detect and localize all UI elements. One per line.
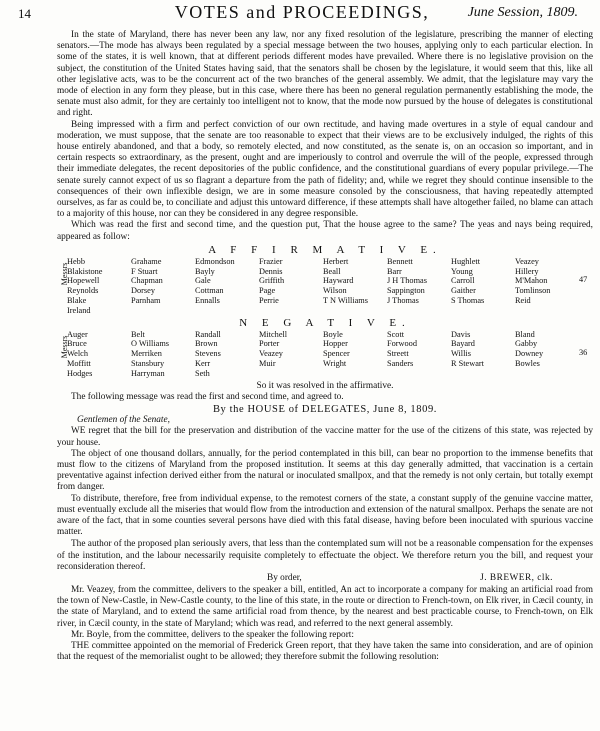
affirmative-column <box>67 257 131 316</box>
member-name: Tomlinson <box>515 286 551 296</box>
negative-column <box>323 330 387 379</box>
paragraph-committee-green: THE committee appointed on the memorial of Frederick Green report, that they have taken the same into consideration, and are of opinion that the request of the memorialist ought to be allowed; they therefore submit the following resolution: <box>57 641 593 663</box>
member-name: Perrie <box>259 296 279 306</box>
member-name: T N Williams <box>323 296 368 306</box>
member-name: Hayward <box>323 276 354 286</box>
member-name: Edmondson <box>195 256 235 266</box>
affirmative-column <box>259 257 323 316</box>
member-name: J Thomas <box>387 296 419 306</box>
member-name: Barr <box>387 266 402 276</box>
member-name: M'Mahon <box>515 276 548 286</box>
member-name: Hopewell <box>67 276 100 286</box>
member-name: Griffith <box>259 276 285 286</box>
affirmative-messrs-label: Messrs <box>60 262 70 286</box>
member-name: Bland <box>515 329 535 339</box>
member-name: Chapman <box>131 276 163 286</box>
by-house-heading: By the HOUSE of DELEGATES, June 8, 1809. <box>212 404 438 416</box>
member-name: Bruce <box>67 339 87 349</box>
member-name: Wilson <box>323 286 347 296</box>
member-name: Welch <box>67 349 88 359</box>
running-title: VOTES and PROCEEDINGS, <box>174 2 430 22</box>
member-name: Herbert <box>323 256 349 266</box>
session-label: June Session, 1809. <box>467 5 578 20</box>
negative-column <box>515 330 579 379</box>
message-line: The following message was read the first and second time, and agreed to. <box>71 391 344 402</box>
paragraph-rectitude: Being impressed with a firm and perfect conviction of our own rectitude, and having made overtures in a style of equal candour and moderation, we must suppose, that the senate are too reasonable to expect that their views are to be exclusively indulged, the rights of this house entirely abandoned, and that a body, so remotely elected, and now constituted, as the senate is, on an occasion so important, and in certain respects so extraordinary, as the present, ought and are imperiously to control and overrule the will of the people, expressed through their immediate delegates, the recent depositories of the public confidence, and the constitutional guardians of every popular privilege.—The senate surely cannot expect of us so flagrant a departure from the path of fidelity; and, while we regret they should continue insensible to the consequences of their own inflexible design, we are in some measure consoled by the consciousness, that having repeatedly attempted ourselves, as far as could be, to conciliate and adjust this untoward difference, if these attempts shall have altogether failed, no blame can attach to a majority of this house, nor can they be considered in any degree responsible. <box>57 119 593 220</box>
affirmative-heading: A F F I R M A T I V E. <box>208 243 442 256</box>
member-name: Veazey <box>259 349 283 359</box>
affirmative-tally: 47 <box>579 274 588 284</box>
negative-column <box>259 330 323 379</box>
affirmative-column <box>515 257 579 316</box>
paragraph-vaccine-author: The author of the proposed plan seriously avers, that less than the contemplated sum will not be a reasonable compensation for the expenses of the institution, and the labour necessarily requisite completely to effectuate the object. We therefore return you the bill, and request your reconsideration thereof. <box>57 539 593 572</box>
member-name: Brown <box>195 339 218 349</box>
negative-list <box>60 329 593 379</box>
paragraph-veazey-bill: Mr. Veazey, from the committee, delivers to the speaker a bill, entitled, An act to incorporate a company for making an artificial road from the town of New-Castle, in New-Castle county, to the line of this state, in the route or direction to French-town, on Elk river, in Cæcil county, in the state of Maryland, and to extend the same artificial road from thence, by the nearest and best practicable course, to French-town, on Elk river, in Cæcil county, in the state of Maryland; which was read, and referred to the next general assembly. <box>57 585 593 629</box>
negative-heading: N E G A T I V E. <box>239 316 411 329</box>
member-name: Gale <box>195 276 211 286</box>
member-name: Willis <box>451 349 471 359</box>
member-name: Page <box>259 286 276 296</box>
member-name: Wright <box>323 359 347 369</box>
member-name: Bennett <box>387 256 413 266</box>
member-name: Gabby <box>515 339 538 349</box>
member-name: Mitchell <box>259 329 288 339</box>
member-name: Harryman <box>131 368 165 378</box>
negative-column <box>451 330 515 379</box>
salutation: Gentlemen of the Senate, <box>77 415 170 426</box>
member-name: Merriken <box>131 349 162 359</box>
page-body <box>57 30 593 664</box>
member-name: S Thomas <box>451 296 485 306</box>
member-name: Hodges <box>67 368 93 378</box>
negative-messrs-label: Messrs <box>60 335 70 358</box>
negative-column <box>131 330 195 379</box>
member-name: Sappington <box>387 286 425 296</box>
member-name: Grahame <box>131 256 162 266</box>
member-name: Bowles <box>515 359 540 369</box>
member-name: Randall <box>195 329 221 339</box>
member-name: Spencer <box>323 349 350 359</box>
member-name: O Williams <box>131 339 170 349</box>
running-header <box>14 2 590 22</box>
member-name: Kerr <box>195 359 211 369</box>
member-name: Boyle <box>323 329 343 339</box>
member-name: Parnham <box>131 296 161 306</box>
paragraph-boyle-report: Mr. Boyle, from the committee, delivers to the speaker the following report: <box>71 629 354 640</box>
affirmative-column <box>451 257 515 316</box>
affirmative-column <box>323 257 387 316</box>
member-name: Seth <box>195 368 210 378</box>
member-name: Carroll <box>451 276 475 286</box>
member-name: Scott <box>387 329 405 339</box>
paragraph-question-put: Which was read the first and second time, and the question put, That the house agree to the same? The yeas and nays being required, appeared as follow: <box>57 220 593 242</box>
member-name: Streett <box>387 349 409 359</box>
member-name: Moffitt <box>67 359 91 369</box>
paragraph-vaccine-object: The object of one thousand dollars, annually, for the period contemplated in this bill, can bear no proportion to the immense benefits that must flow to the citizens of Maryland from the proposed institution. It seems at this day generally admitted, that vaccination is a certain preventative against infection derived either from the natural or inoculated smallpox, and that the remedy is not only certain, but totally exempt from danger. <box>57 448 593 493</box>
page-number: 14 <box>18 6 31 21</box>
member-name: Bayly <box>195 266 215 276</box>
member-name: Veazey <box>515 256 539 266</box>
member-name: J H Thomas <box>387 276 427 286</box>
member-name: Ennalls <box>195 296 220 306</box>
member-name: Dorsey <box>131 286 155 296</box>
member-name: Hughlett <box>451 256 481 266</box>
member-name: Auger <box>67 329 88 339</box>
member-name: Downey <box>515 349 544 359</box>
member-name: Frazier <box>259 256 283 266</box>
affirmative-list <box>60 256 593 316</box>
member-name: Reynolds <box>67 286 99 296</box>
negative-column <box>387 330 451 379</box>
member-name: Hillery <box>515 266 539 276</box>
member-name: Ireland <box>67 305 91 315</box>
member-name: Reid <box>515 296 531 306</box>
affirmative-column <box>131 257 195 316</box>
negative-column <box>67 330 131 379</box>
by-order: By order, <box>267 573 302 584</box>
member-name: Beall <box>323 266 341 276</box>
member-name: Hopper <box>323 339 348 349</box>
signature-block <box>57 573 593 585</box>
member-name: Belt <box>131 329 145 339</box>
paragraph-senate-election: In the state of Maryland, there has never been any law, nor any fixed resolution of the legislature, prescribing the manner of electing senators.—The mode has always been regulated by a special message between the two houses, applying only to each particular election. In some of the states, it is well known, that at different periods different modes have prevailed. Where there is no legislative provision on the subject, the constitution of the United States having said, that the senators shall be chosen by the legislature, it would seem that this, like all other legislative acts, was to be the concurrent act of the two branches of the general assembly. We admit, that the legislature may vary the mode of election in any form they please, but in this case, where there has been no general regulation permanently establishing the mode, the senate must also admit, for they are certainly too intelligent not to know, that the mode now pursued by the house of delegates is constitutional and right. <box>57 30 593 119</box>
member-name: Gaither <box>451 286 476 296</box>
member-name: Porter <box>259 339 280 349</box>
member-name: Stevens <box>195 349 221 359</box>
member-name: Cottman <box>195 286 224 296</box>
member-name: Bayard <box>451 339 475 349</box>
member-name: Dennis <box>259 266 283 276</box>
member-name: Blake <box>67 296 87 306</box>
paragraph-vaccine-distribute: To distribute, therefore, free from individual expense, to the remotest corners of the state, a constant supply of the genuine vaccine matter, must eventually exclude all the miseries that would flow from the introduction and extension of the natural smallpox. Perhaps the senate are not aware of the fact, that in some counties several persons have died with this fatal disease, having before been inoculated with spurious vaccine matter. <box>57 493 593 538</box>
negative-tally: 36 <box>579 347 588 357</box>
member-name: Muir <box>259 359 276 369</box>
negative-column <box>195 330 259 379</box>
member-name: Young <box>451 266 473 276</box>
member-name: Sanders <box>387 359 414 369</box>
member-name: Blakistone <box>67 266 103 276</box>
member-name: Hebb <box>67 256 85 266</box>
member-name: Forwood <box>387 339 417 349</box>
affirmative-column <box>387 257 451 316</box>
member-name: F Stuart <box>131 266 158 276</box>
member-name: R Stewart <box>451 359 484 369</box>
affirmative-column <box>195 257 259 316</box>
member-name: Stansbury <box>131 359 165 369</box>
clerk-signature: J. BREWER, clk. <box>480 573 553 584</box>
resolved-line: So it was resolved in the affirmative. <box>256 380 394 391</box>
member-name: Davis <box>451 329 471 339</box>
paragraph-vaccine-regret: WE regret that the bill for the preservation and distribution of the vaccine matter for the use of the citizens of this state, was rejected by your house. <box>57 426 593 448</box>
